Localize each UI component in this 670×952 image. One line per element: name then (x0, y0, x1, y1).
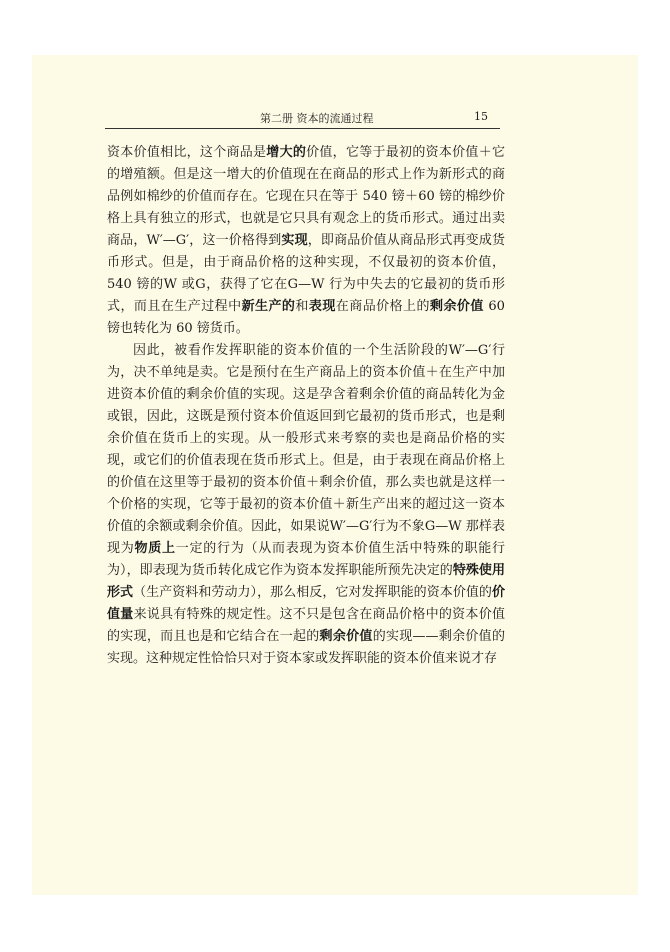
page-number: 15 (474, 110, 488, 123)
body-text (107, 142, 505, 670)
paragraph-1 (107, 142, 505, 340)
p1-text-4: 和 (295, 299, 309, 314)
p1-bold-1: 增大的 (266, 145, 307, 160)
p1-text-2: 价值，它等于最初的资本价值＋它的增殖额。但是这一增大的价值现在在商品的形式上作为新形式的商品例如棉纱的价值而存在。它现在只在等于 540 镑＋60 镑的棉纱价格上具有独立的形式，也就是它只具有观念上的货币形式。通过出卖商品，W′—G′，这一价格得到 (107, 145, 505, 248)
running-header (105, 110, 500, 129)
p1-text-6: 60 镑也转化为 60 镑货币。 (107, 299, 505, 336)
header-title: 第二册 资本的流通过程 (260, 112, 374, 125)
p2-text-4: 来说具有特殊的规定性。这不只是包含在商品价格中的资本价值的实现，而且也是和它结合在一起的 (107, 607, 505, 644)
p1-bold-2: 实现 (281, 233, 308, 248)
p2-bold-3: 价值量 (107, 585, 505, 622)
p1-bold-4: 表现 (308, 299, 336, 314)
p2-bold-2: 特殊使用形式 (107, 563, 505, 600)
p1-bold-3: 新生产的 (241, 299, 296, 314)
p2-bold-1: 物质上 (134, 541, 176, 556)
p1-bold-5: 剩余价值 (429, 299, 484, 314)
p2-text-2: 一定的行为（从而表现为资本价值生活中特殊的职能行为），即表现为货币转化成它作为资本发挥职能所预先决定的 (107, 541, 505, 578)
p1-text-1: 资本价值相比，这个商品是 (107, 145, 267, 160)
p2-text-5: 的实现——剩余价值的实现。这种规定性恰恰只对于资本家或发挥职能的资本价值来说才存 (107, 629, 505, 666)
p1-text-3: ，即商品价值从商品形式再变成货币形式。但是，由于商品价格的这种实现，不仅最初的资本价值，540 镑的W 或G，获得了它在G—W 行为中失去的它最初的货币形式，而且在生产过程中 (107, 233, 505, 314)
paragraph-2 (107, 340, 505, 670)
p2-bold-4: 剩余价值 (319, 629, 373, 644)
p1-text-5: 在商品价格上的 (335, 299, 430, 314)
p2-text-3: （生产资料和劳动力），那么相反，它对发挥职能的资本价值的 (133, 585, 492, 600)
p2-text-1: 因此，被看作发挥职能的资本价值的一个生活阶段的W′—G′行为，决不单纯是卖。它是预付在生产商品上的资本价值＋在生产中加进资本价值的剩余价值的实现。这是孕含着剩余价值的商品转化为金或银，因此，这既是预付资本价值返回到它最初的货币形式，也是剩余价值在货币上的实现。从一般形式来考察的卖也是商品价格的实现，或它们的价值表现在货币形式上。但是，由于表现在商品价格上的价值在这里等于最初的资本价值＋剩余价值，那么卖也就是这样一个价格的实现，它等于最初的资本价值＋新生产出来的超过这一资本价值的余额或剩余价值。因此，如果说W′—G′行为不象G—W 那样表现为 (107, 343, 505, 556)
